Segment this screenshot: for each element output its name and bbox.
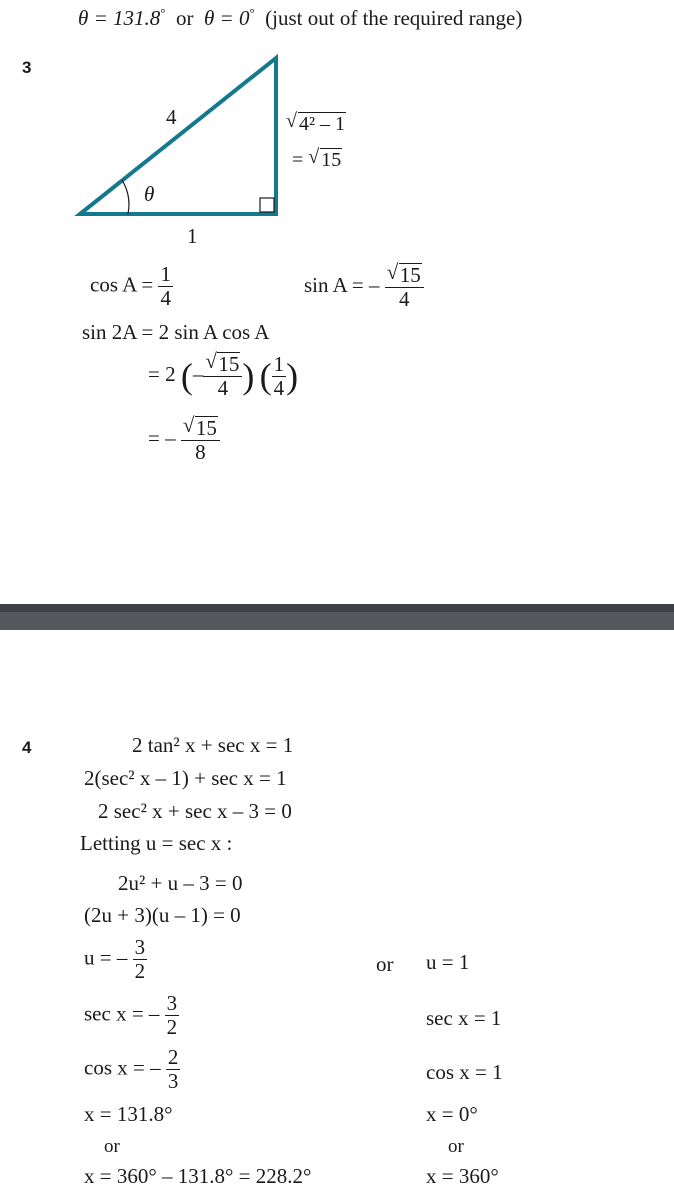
range-note: (just out of the required range) [265, 6, 523, 30]
q4-or-middle: or [376, 952, 394, 976]
q4-eq-2: 2(sec² x – 1) + sec x = 1 [84, 766, 287, 790]
q4-u-left: u = – $\frac{3}{2}$ [84, 935, 146, 984]
theta-eq-2: θ = 0 [203, 6, 250, 30]
right-triangle-diagram [70, 48, 290, 223]
q4-cos-left: cos x = – $\frac{2}{3}$ [84, 1045, 179, 1094]
q4-or-left: or [104, 1136, 120, 1157]
q4-cos-right: cos x = 1 [426, 1060, 503, 1084]
top-solution-line: θ = 131.8° or θ = 0° (just out of the required range) [78, 5, 523, 30]
triangle-shape [80, 58, 276, 214]
q4-or-right: or [448, 1136, 464, 1157]
q4-x2-left: x = 360° – 131.8° = 228.2° [84, 1164, 312, 1188]
sin-a-equation: sin A = – √ $\frac{15}{4}$ [304, 263, 424, 311]
q4-x1-right: x = 0° [426, 1102, 478, 1126]
section-divider [0, 604, 674, 630]
question-number-4: 4 [22, 738, 32, 757]
opposite-label-2: = √ 15 [292, 148, 342, 172]
q4-sec-left: sec x = – $\frac{3}{2}$ [84, 991, 178, 1040]
q4-eq-5: (2u + 3)(u – 1) = 0 [84, 903, 241, 927]
q4-eq-3: 2 sec² x + sec x – 3 = 0 [98, 799, 292, 823]
angle-arc [122, 180, 129, 214]
cos-a-equation: cos A = $\frac{1}{4}$ [90, 262, 171, 311]
q4-eq-1: 2 tan² x + sec x = 1 [132, 733, 294, 757]
opposite-label-1: √ 4² – 1 [286, 112, 346, 136]
sin2a-line-2: = 2 (– √ $\frac{15}{4}$ ) ( $\frac{1}{4}$ ) [148, 352, 298, 400]
q4-eq-4: 2u² + u – 3 = 0 [118, 871, 243, 895]
angle-label: θ [144, 182, 155, 206]
sin2a-line-3: = – √ $\frac{15}{8}$ [148, 416, 220, 464]
q4-letting: Letting u = sec x : [80, 831, 233, 855]
q4-sec-right: sec x = 1 [426, 1006, 502, 1030]
or-text: or [175, 6, 194, 30]
q4-u-right: u = 1 [426, 950, 470, 974]
q4-x2-right: x = 360° [426, 1164, 499, 1188]
right-angle-mark [260, 198, 274, 212]
theta-eq-1: θ = 131.8 [78, 6, 161, 30]
question-number-3: 3 [22, 58, 32, 77]
hypotenuse-label: 4 [166, 105, 177, 129]
adjacent-label: 1 [187, 224, 198, 248]
q4-x1-left: x = 131.8° [84, 1102, 173, 1126]
sin2a-line-1: sin 2A = 2 sin A cos A [82, 320, 270, 344]
